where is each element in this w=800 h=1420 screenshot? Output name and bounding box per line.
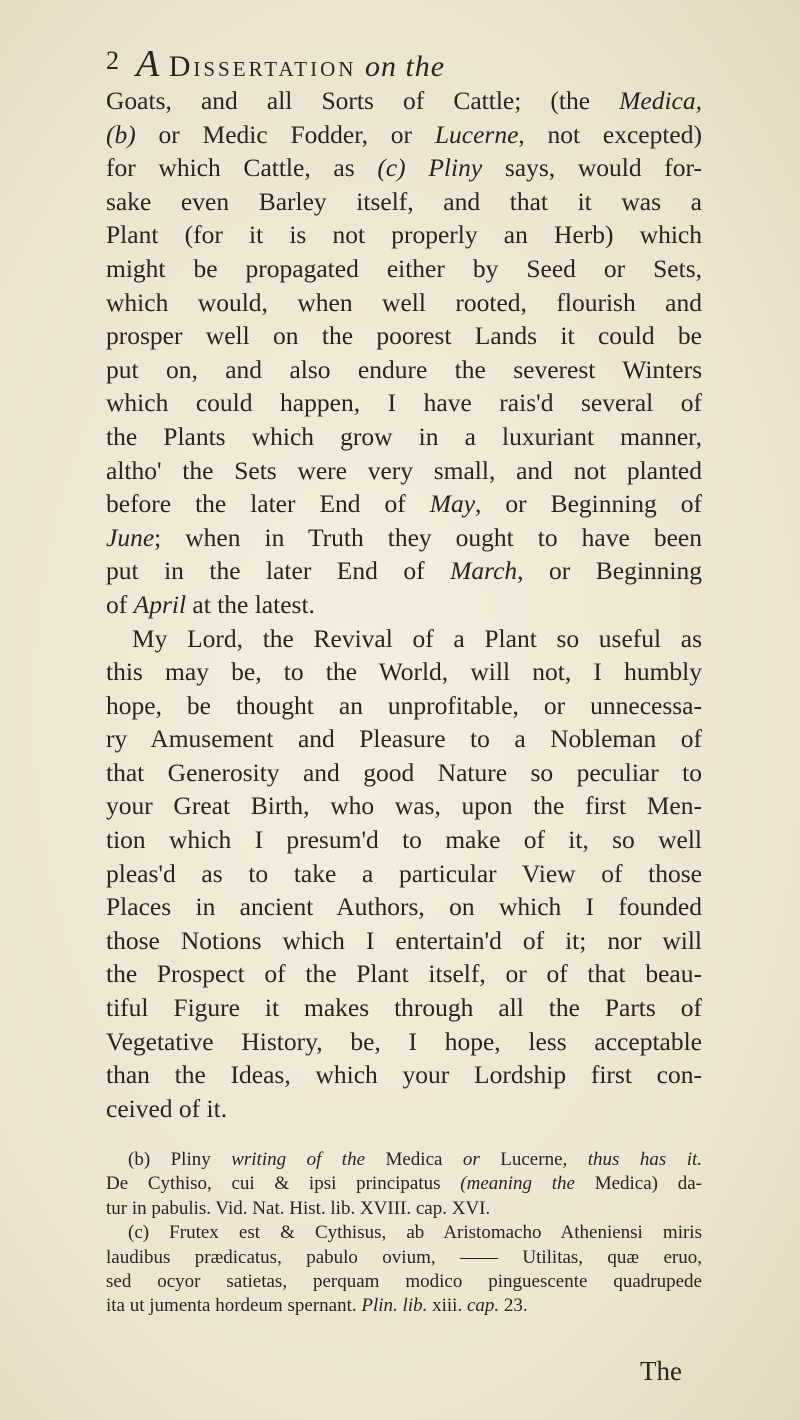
- body-text: , or Beginning of: [475, 489, 703, 519]
- body-text: tion which I presum'd to make of it, so well: [106, 825, 702, 855]
- body-text: ; when in Truth they ought to have been: [154, 522, 702, 552]
- footnote-text: 23.: [499, 1295, 528, 1317]
- running-title-tail: on the: [364, 50, 446, 83]
- body-line: [106, 319, 702, 353]
- footnote-text: tur in pabulis. Vid. Nat. Hist. lib. XVIII. cap. XVI.: [106, 1197, 491, 1219]
- body-line: [106, 1092, 702, 1126]
- footnote-line: [106, 1221, 702, 1245]
- footnote-text: laudibus prædicatus, pabulo ovium, —— Utilitas, quæ eruo,: [106, 1246, 702, 1268]
- body-text: May: [429, 489, 476, 519]
- running-title-a: A: [136, 43, 161, 85]
- body-line: [106, 991, 702, 1025]
- footnote-line: [106, 1294, 702, 1318]
- body-line: [106, 857, 702, 891]
- body-text: Medica,: [619, 86, 702, 115]
- body-text: Lucerne: [434, 119, 519, 149]
- body-text: at the latest.: [186, 589, 315, 619]
- body-text: March: [450, 556, 518, 586]
- footnote-text: Medica: [365, 1149, 463, 1170]
- footnote-line: [106, 1172, 702, 1196]
- footnote-text: Lucerne,: [479, 1149, 588, 1170]
- body-line: [106, 554, 702, 588]
- body-text: might be propagated either by Seed or Sets,: [106, 253, 702, 283]
- body-line: [106, 924, 702, 958]
- body-line: [106, 151, 702, 185]
- body-text: of: [106, 589, 134, 619]
- body-line: [106, 218, 702, 252]
- body-text: , or Beginning: [517, 556, 702, 586]
- body-text: put in the later End of: [106, 556, 451, 586]
- footnote-text: ita ut jumenta hordeum spernant.: [106, 1295, 362, 1317]
- body-text: which would, when well rooted, flourish and: [106, 287, 702, 317]
- body-line: [106, 689, 702, 723]
- body-text: Vegetative History, be, I hope, less acceptable: [106, 1026, 702, 1056]
- body-line: [106, 588, 702, 622]
- body-line: [106, 1025, 702, 1059]
- body-text: , not excepted): [518, 119, 702, 149]
- body-text: sake even Barley itself, and that it was a: [106, 186, 702, 216]
- body-text: that Generosity and good Nature so peculiar to: [106, 757, 702, 787]
- footnote-text: thus has it.: [587, 1149, 703, 1170]
- running-title: [136, 42, 445, 86]
- body-text: pleas'd as to take a particular View of those: [106, 858, 702, 888]
- footnote-text: or: [462, 1149, 480, 1170]
- body-text: than the Ideas, which your Lordship first con-: [106, 1060, 702, 1090]
- body-line: [106, 655, 702, 689]
- body-text: ceived of it.: [106, 1093, 228, 1123]
- body-text: Places in ancient Authors, on which I founded: [106, 892, 702, 922]
- body-text: Goats, and all Sorts of Cattle; (the: [106, 86, 620, 115]
- body-text: says, would for-: [482, 153, 702, 183]
- body-text: My Lord, the Revival of a Plant so useful as: [132, 623, 702, 653]
- body-line: [106, 420, 702, 454]
- body-text: or Medic Fodder, or: [135, 119, 435, 149]
- footnote-text: (c) Frutex est & Cythisus, ab Aristomacho Atheniensi miris: [128, 1222, 702, 1244]
- body-line: [106, 487, 702, 521]
- footnote-line: [106, 1270, 702, 1294]
- body-line: [106, 890, 702, 924]
- body-line: [106, 823, 702, 857]
- body-line: [106, 386, 702, 420]
- body-text: altho' the Sets were very small, and not planted: [106, 455, 702, 485]
- body-text: put on, and also endure the severest Winters: [106, 354, 702, 384]
- footnote-text: (meaning the: [460, 1173, 575, 1195]
- body-text: April: [133, 589, 187, 619]
- body-line: [106, 353, 702, 387]
- body-text: the Prospect of the Plant itself, or of that beau-: [106, 959, 702, 989]
- body-text: before the later End of: [106, 489, 430, 519]
- footnotes: [106, 1148, 702, 1319]
- footnote-text: sed ocyor satietas, perquam modico pinguescente quadrupede: [106, 1270, 702, 1292]
- body-line: [106, 252, 702, 286]
- body-text: those Notions which I entertain'd of it; nor will: [106, 925, 702, 955]
- body-line: [106, 622, 702, 656]
- footnote-text: De Cythiso, cui & ipsi principatus: [106, 1173, 461, 1195]
- body-line: [106, 756, 702, 790]
- running-header: [106, 42, 726, 86]
- body-text: [106, 84, 702, 1125]
- body-text: hope, be thought an unprofitable, or unnecessa-: [106, 690, 702, 720]
- footnote-line: [106, 1148, 702, 1172]
- body-text: this may be, to the World, will not, I humbly: [106, 657, 702, 687]
- body-text: for which Cattle, as: [106, 153, 378, 183]
- body-text: the Plants which grow in a luxuriant manner,: [106, 421, 702, 451]
- footnote-text: Plin. lib.: [361, 1295, 428, 1317]
- body-line: [106, 185, 702, 219]
- running-title-dissertation: Dissertation: [168, 50, 357, 83]
- body-text: (b): [106, 119, 136, 149]
- body-line: [106, 454, 702, 488]
- body-line: [106, 957, 702, 991]
- footnote-line: [106, 1246, 702, 1270]
- body-line: [106, 118, 702, 152]
- body-line: [106, 286, 702, 320]
- body-text: which could happen, I have rais'd several of: [106, 388, 702, 418]
- footnote-text: cap.: [466, 1295, 500, 1317]
- footnote-line: [106, 1197, 702, 1221]
- footnote-text: (b) Pliny: [128, 1149, 232, 1170]
- catchword: The: [640, 1356, 682, 1386]
- footnote-text: xiii.: [427, 1295, 467, 1317]
- body-line: [106, 521, 702, 555]
- body-text: (c) Pliny: [377, 153, 483, 183]
- page-number: 2: [106, 46, 120, 75]
- body-text: Plant (for it is not properly an Herb) which: [106, 220, 702, 250]
- body-text: June: [106, 522, 155, 552]
- body-text: tiful Figure it makes through all the Parts of: [106, 993, 702, 1023]
- body-line: [106, 1058, 702, 1092]
- body-text: your Great Birth, who was, upon the first Men-: [106, 791, 702, 821]
- body-line: [106, 722, 702, 756]
- footnote-text: writing of the: [231, 1149, 366, 1170]
- body-text: prosper well on the poorest Lands it could be: [106, 321, 702, 351]
- footnote-text: Medica) da-: [574, 1173, 702, 1195]
- body-line: [106, 789, 702, 823]
- body-line: [106, 84, 702, 118]
- body-text: ry Amusement and Pleasure to a Nobleman of: [106, 724, 702, 754]
